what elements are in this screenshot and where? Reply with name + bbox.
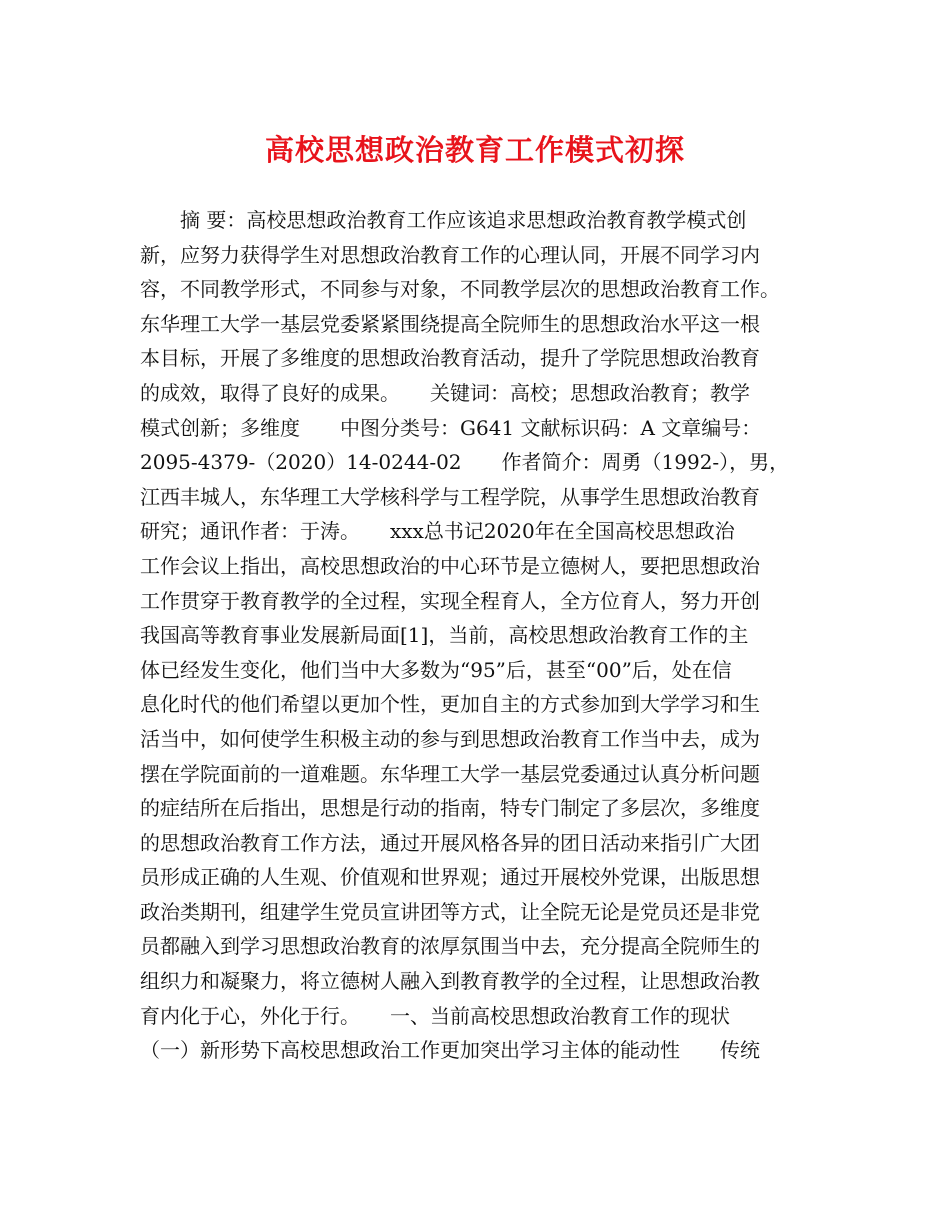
- body-line: 组织力和凝聚力，将立德树人融入到教育教学的全过程，让思想政治教: [140, 969, 760, 994]
- body-line: 的症结所在后指出，思想是行动的指南，特专门制定了多层次，多维度: [140, 796, 760, 821]
- body-line: 体已经发生变化，他们当中大多数为“95”后，甚至“00”后，处在信: [140, 657, 732, 682]
- body-line: 江西丰城人，东华理工大学核科学与工程学院，从事学生思想政治教育: [140, 484, 760, 509]
- body-line: 摆在学院面前的一道难题。东华理工大学一基层党委通过认真分析问题: [140, 761, 760, 786]
- body-line: 我国高等教育事业发展新局面[1]，当前，高校思想政治教育工作的主: [140, 623, 749, 648]
- body-line: 员形成正确的人生观、价值观和世界观；通过开展校外党课，出版思想: [140, 865, 760, 890]
- body-line: 活当中，如何使学生积极主动的参与到思想政治教育工作当中去，成为: [140, 726, 760, 751]
- body-line: 摘 要：高校思想政治教育工作应该追求思想政治教育教学模式创: [140, 208, 747, 232]
- body-line: 东华理工大学一基层党委紧紧围绕提高全院师生的思想政治水平这一根: [140, 311, 760, 336]
- body-line: 工作贯穿于教育教学的全过程，实现全程育人，全方位育人，努力开创: [140, 588, 760, 613]
- body-line: 工作会议上指出，高校思想政治的中心环节是立德树人，要把思想政治: [140, 553, 760, 578]
- document-body: [140, 203, 820, 1068]
- body-line: 模式创新；多维度 中图分类号：G641 文献标识码：A 文章编号：: [140, 415, 762, 440]
- body-line: 容，不同教学形式，不同参与对象，不同教学层次的思想政治教育工作。: [140, 277, 780, 302]
- body-line: 政治类期刊，组建学生党员宣讲团等方式，让全院无论是党员还是非党: [140, 899, 760, 924]
- body-line: （一）新形势下高校思想政治工作更加突出学习主体的能动性 传统: [140, 1038, 760, 1063]
- body-line: 育内化于心，外化于行。 一、当前高校思想政治教育工作的现状: [140, 1003, 730, 1028]
- body-line: 的思想政治教育工作方法，通过开展风格各异的团日活动来指引广大团: [140, 830, 760, 855]
- body-line: 本目标，开展了多维度的思想政治教育活动，提升了学院思想政治教育: [140, 346, 760, 371]
- body-line: 的成效，取得了良好的成果。 关键词：高校；思想政治教育；教学: [140, 380, 750, 405]
- body-line: 2095-4379-（2020）14-0244-02 作者简介：周勇（1992-），男，: [140, 450, 790, 475]
- body-line: 员都融入到学习思想政治教育的浓厚氛围当中去，充分提高全院师生的: [140, 934, 760, 959]
- body-line: 息化时代的他们希望以更加个性，更加自主的方式参加到大学学习和生: [140, 692, 760, 717]
- document-title: 高校思想政治教育工作模式初探: [264, 133, 685, 167]
- body-line: 新，应努力获得学生对思想政治教育工作的心理认同，开展不同学习内: [140, 242, 760, 267]
- body-line: 研究；通讯作者：于涛。 xxx总书记2020年在全国高校思想政治: [140, 519, 735, 544]
